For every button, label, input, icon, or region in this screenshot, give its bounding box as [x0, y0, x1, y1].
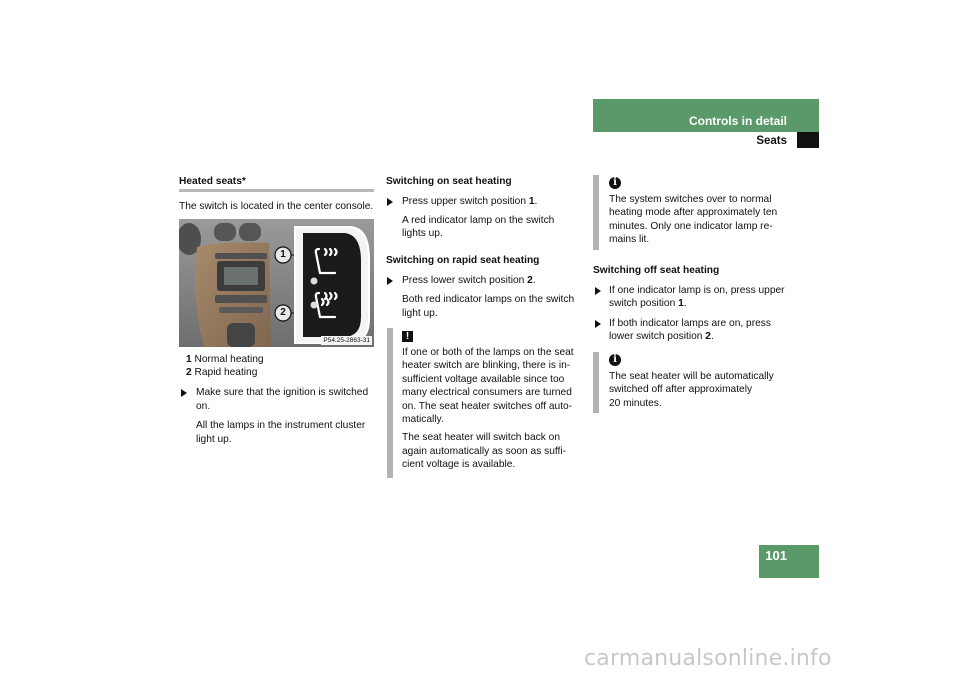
intro-text: The switch is located in the center console.: [179, 201, 374, 212]
step-ignition-line1: Make sure that the ignition is switched: [196, 387, 369, 398]
legend-number: 1: [186, 354, 192, 365]
info-line: The seat heater will be automatically: [609, 371, 774, 382]
page-number: 101: [765, 548, 787, 563]
warning-note-text: [402, 346, 574, 472]
result-red-lamp-line2: lights up.: [402, 228, 443, 239]
step-upper-switch: [402, 195, 537, 208]
bullet-arrow-icon: [595, 320, 601, 328]
warning-line: matically.: [402, 414, 444, 426]
legend-text: Rapid heating: [194, 367, 258, 378]
callout-2-label: 2: [280, 307, 286, 318]
info-note-bar: [593, 175, 599, 250]
result-both-lamps-line2: light up.: [402, 308, 438, 319]
chapter-title: Controls in detail: [688, 114, 787, 128]
info-icon: i: [609, 354, 621, 366]
bullet-arrow-icon: [595, 287, 601, 295]
step-text: Press upper switch position: [402, 196, 529, 207]
warning-note-bar: [387, 328, 393, 478]
center-console-figure: [179, 219, 374, 347]
step-suffix: .: [710, 331, 714, 342]
watermark-text: carmanualsonline.info: [584, 646, 832, 671]
step-lower-switch: [402, 274, 536, 287]
step-both-lamps-line2: [609, 330, 714, 343]
position-number: 2: [705, 331, 711, 342]
warning-line: heater switch are blinking, there is in-: [402, 360, 571, 372]
step-both-lamps-line1: If both indicator lamps are on, press: [609, 318, 771, 329]
info-line: minutes. Only one indicator lamp re-: [609, 220, 773, 232]
result-both-lamps-line1: Both red indicator lamps on the switch: [402, 294, 575, 305]
step-ignition-line2: on.: [196, 401, 211, 412]
step-text: switch position: [609, 298, 679, 309]
position-number: 1: [528, 196, 535, 207]
step-one-lamp-line2: [609, 297, 687, 310]
result-lamps-line2: light up.: [196, 434, 232, 445]
info-line: 20 minutes.: [609, 397, 662, 409]
position-number: 1: [678, 298, 684, 309]
warning-line: cient voltage is available.: [402, 459, 516, 471]
heated-seats-heading: Heated seats*: [179, 176, 246, 187]
switching-on-heading: Switching on seat heating: [386, 176, 512, 187]
warning-icon: !: [402, 331, 413, 342]
section-title: Seats: [756, 135, 787, 147]
info-note-bar: [593, 352, 599, 413]
step-suffix: .: [532, 275, 536, 286]
warning-line: on. The seat heater switches off auto-: [402, 400, 573, 412]
step-suffix: .: [534, 196, 538, 207]
info-line: The system switches over to normal: [609, 194, 772, 205]
step-text: lower switch position: [609, 331, 706, 342]
legend-item: [186, 366, 257, 379]
warning-line: again automatically as soon as suffi-: [402, 445, 567, 457]
warning-line: many electrical consumers are turned: [402, 387, 572, 399]
info-note-text: [609, 370, 774, 410]
bullet-arrow-icon: [181, 389, 187, 397]
warning-line: If one or both of the lamps on the seat: [402, 347, 574, 358]
step-suffix: .: [683, 298, 687, 309]
figure-code: P54.25-2863-31: [323, 337, 370, 344]
position-number: 2: [527, 275, 533, 286]
legend-item: [186, 353, 264, 366]
heading-rule: [179, 189, 374, 192]
result-red-lamp-line1: A red indicator lamp on the switch: [402, 215, 555, 226]
switching-off-heading: Switching off seat heating: [593, 265, 720, 276]
info-line: mains lit.: [609, 234, 650, 246]
center-console-illustration: [179, 219, 374, 347]
callout-1-label: 1: [280, 249, 286, 260]
rapid-heating-heading: Switching on rapid seat heating: [386, 255, 540, 266]
step-text: Press lower switch position: [402, 275, 528, 286]
warning-line: The seat heater will switch back on: [402, 432, 560, 444]
legend-text: Normal heating: [194, 354, 264, 365]
bullet-arrow-icon: [387, 198, 393, 206]
step-one-lamp-line1: If one indicator lamp is on, press upper: [609, 285, 785, 296]
header-marker: [797, 132, 819, 148]
info-note-text: [609, 193, 777, 247]
info-line: switched off after approximately: [609, 384, 753, 396]
legend-number: 2: [186, 367, 192, 378]
info-icon: i: [609, 177, 621, 189]
bullet-arrow-icon: [387, 277, 393, 285]
warning-line: sufficient voltage available since too: [402, 373, 565, 385]
info-line: heating mode after approximately ten: [609, 207, 778, 219]
result-lamps-line1: All the lamps in the instrument cluster: [196, 420, 366, 431]
